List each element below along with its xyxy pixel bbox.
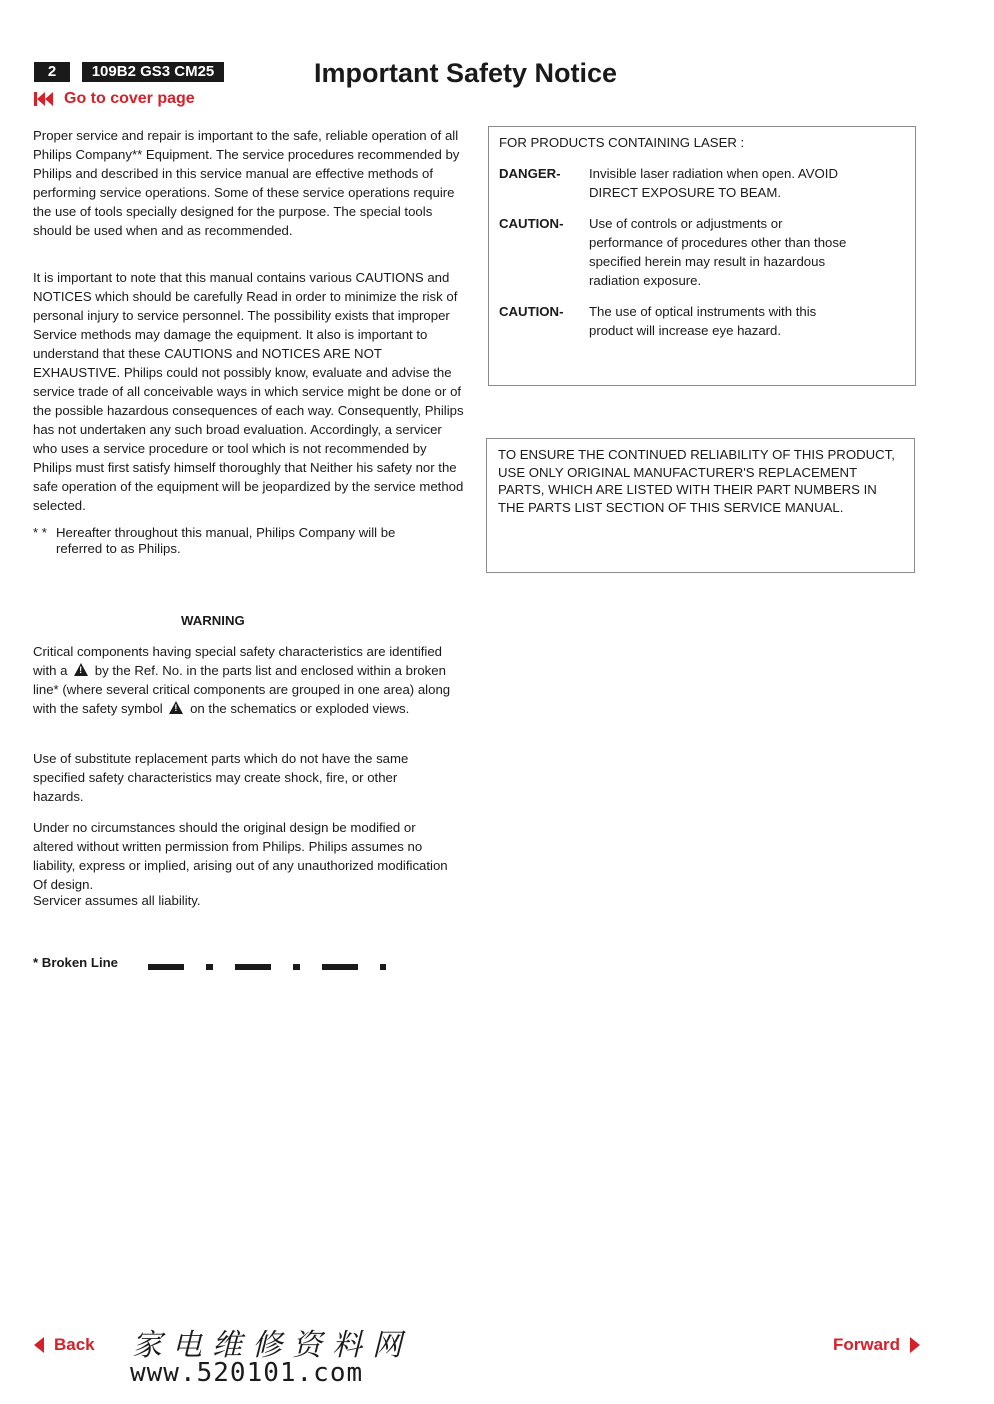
model-badge: 109B2 GS3 CM25 xyxy=(82,62,224,82)
go-to-cover-link[interactable] xyxy=(34,90,195,108)
page-title: Important Safety Notice xyxy=(314,58,618,88)
substitute-parts-paragraph: Use of substitute replacement parts which do not have the same specified safety characteristics may create shock, fire, or other hazards. xyxy=(33,751,409,804)
page-number: 2 xyxy=(34,62,70,82)
cover-link-label: Go to cover page xyxy=(64,90,195,107)
replacement-parts-box xyxy=(486,438,915,573)
laser-box-heading: FOR PRODUCTS CONTAINING LASER : xyxy=(499,135,745,150)
servicer-liability-text: Servicer assumes all liability. xyxy=(33,893,201,908)
broken-line-dash xyxy=(148,964,184,970)
laser-row-text: The use of optical instruments with this product will increase eye hazard. xyxy=(589,304,817,338)
design-modification-paragraph: Under no circumstances should the original design be modified or altered without written permission from Philips. Philips assumes no liability, express or implied, arising out of any unauthorized modification Of design. xyxy=(33,820,448,892)
footnote xyxy=(33,525,463,557)
watermark-url: www.520101.com xyxy=(130,1358,364,1388)
footnote-text: Hereafter throughout this manual, Philips Company will be referred to as Philips. xyxy=(56,525,396,556)
warning-text-c: on the schematics or exploded views. xyxy=(190,701,410,716)
safety-warning-icon xyxy=(74,663,88,676)
warning-text-a: Critical components having special safety characteristics are identified with a xyxy=(33,644,443,678)
laser-danger-row xyxy=(499,164,905,202)
back-arrow-icon xyxy=(34,1337,44,1353)
cautions-paragraph: It is important to note that this manual contains various CAUTIONS and NOTICES which should be carefully Read in order to minimize the risk of personal injury to service personnel. The possibility exists that improper Service methods may damage the equipment. It also is important to understand that these CAUTIONS and NOTICES ARE NOT EXHAUSTIVE. Philips could not possibly know, evaluate and advise the service trade of all conceivable ways in which service might be done or of the possible hazardous consequences of each way. Consequently, Philips has not undertaken any such broad evaluation. Accordingly, a servicer who uses a service procedure or tool which is not recommended by Philips must first satisfy himself thoroughly that Neither his safety nor the safe operation of the equipment will be jeopardized by the service method selected. xyxy=(33,270,464,513)
warning-critical-paragraph xyxy=(33,642,461,718)
watermark-chinese: 家电维修资料网 xyxy=(132,1328,412,1363)
intro-paragraph: Proper service and repair is important to the safe, reliable operation of all Philips Company** Equipment. The service procedures recommended by Philips and described in this service manual are effective methods of performing service operations. Some of these service operations require the use of tools specially designed for the purpose. The special tools should be used when and as recommended. xyxy=(33,128,460,238)
broken-line-dash xyxy=(322,964,358,970)
broken-line-dash xyxy=(235,964,271,970)
laser-row-label: CAUTION- xyxy=(499,216,564,231)
broken-line-label: * Broken Line xyxy=(33,955,119,970)
back-button[interactable] xyxy=(34,1335,95,1355)
laser-row-label: CAUTION- xyxy=(499,304,564,319)
broken-line-dot xyxy=(206,964,213,970)
warning-heading: WARNING xyxy=(181,613,245,628)
forward-arrow-icon xyxy=(910,1337,920,1353)
broken-line-dot xyxy=(380,964,386,970)
laser-row-text: Invisible laser radiation when open. AVOID DIRECT EXPOSURE TO BEAM. xyxy=(589,166,838,200)
laser-row-text: Use of controls or adjustments or performance of procedures other than those specified herein may result in hazardous radiation exposure. xyxy=(589,216,847,288)
laser-caution-row xyxy=(499,214,905,290)
forward-label: Forward xyxy=(833,1335,901,1354)
laser-notice-box xyxy=(488,126,916,386)
laser-row-label: DANGER- xyxy=(499,166,561,181)
forward-button[interactable] xyxy=(833,1335,920,1355)
broken-line-dot xyxy=(293,964,300,970)
laser-caution-row xyxy=(499,302,905,340)
footnote-mark: * * xyxy=(33,525,47,540)
replacement-parts-text: TO ENSURE THE CONTINUED RELIABILITY OF THIS PRODUCT, USE ONLY ORIGINAL MANUFACTURER'S REPLACEMENT PARTS, WHICH ARE LISTED WITH THEIR PART NUMBERS IN THE PARTS LIST SECTION OF THIS SERVICE MANUAL. xyxy=(498,447,895,515)
first-page-icon xyxy=(34,91,54,107)
back-label: Back xyxy=(54,1335,95,1354)
warning-text-b: by the Ref. No. in the parts list and enclosed within a broken line* (where several critical components are grouped in one area) along with the safety symbol xyxy=(33,663,451,716)
safety-warning-icon xyxy=(169,701,183,714)
